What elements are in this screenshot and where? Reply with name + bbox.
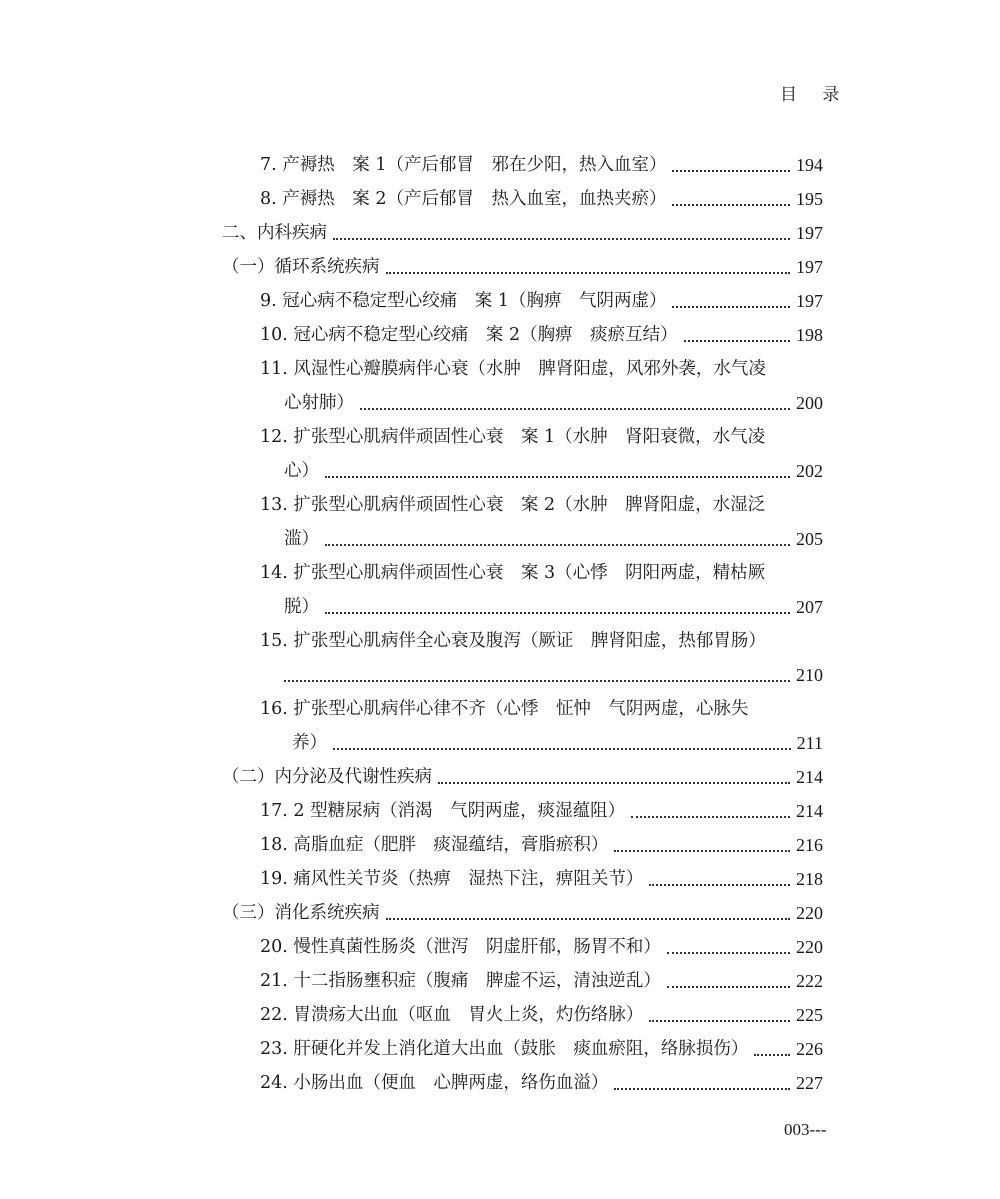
- leader-dots: [649, 1020, 790, 1022]
- toc-entry-continuation[interactable]: [284, 516, 823, 550]
- toc-entry[interactable]: [260, 958, 823, 992]
- page-number: 003---: [784, 1120, 827, 1139]
- toc-entry-continuation[interactable]: [292, 720, 823, 754]
- toc-entry-continuation[interactable]: [284, 448, 823, 482]
- toc-entry-page: 227: [796, 1073, 823, 1093]
- toc-entry-text: 24. 小肠出血（便血 心脾两虚，络伤血溢）: [260, 1073, 609, 1093]
- toc-entry-text: 养）: [292, 733, 327, 753]
- toc-entry-text: （二）内分泌及代谢性疾病: [222, 767, 432, 787]
- toc-entry-text: 10. 冠心病不稳定型心绞痛 案 2（胸痹 痰瘀互结）: [260, 325, 678, 345]
- toc-entry-text: 23. 肝硬化并发上消化道大出血（鼓胀 痰血瘀阻，络脉损伤）: [260, 1039, 749, 1059]
- toc-entry-page: 207: [796, 597, 823, 617]
- toc-entry[interactable]: [260, 992, 823, 1026]
- leader-dots: [672, 306, 790, 308]
- toc-entry-page: 205: [796, 529, 823, 549]
- toc-part-heading[interactable]: [222, 210, 823, 244]
- leader-dots: [672, 170, 790, 172]
- toc-section-heading[interactable]: [222, 890, 823, 924]
- toc-entry-text: 20. 慢性真菌性肠炎（泄泻 阴虚肝郁，肠胃不和）: [260, 937, 661, 957]
- toc-entry[interactable]: [260, 1060, 823, 1094]
- leader-dots: [325, 544, 790, 546]
- toc-entry-first-line[interactable]: 16. 扩张型心肌病伴心律不齐（心悸 怔忡 气阴两虚，心脉失: [260, 699, 749, 719]
- toc-section-heading[interactable]: [222, 244, 823, 278]
- toc-entry-page: 211: [796, 733, 823, 753]
- leader-dots: [386, 918, 791, 920]
- toc-entry[interactable]: [260, 312, 823, 346]
- toc-entry-page: 214: [796, 767, 823, 787]
- leader-dots: [360, 408, 790, 410]
- toc-entry-continuation[interactable]: [284, 652, 823, 686]
- toc-entry-first-line[interactable]: 15. 扩张型心肌病伴全心衰及腹泻（厥证 脾肾阳虚，热郁胃肠）: [260, 631, 766, 651]
- leader-dots: [684, 340, 790, 342]
- toc-entry-text: 8. 产褥热 案 2（产后郁冒 热入血室，血热夹瘀）: [260, 189, 667, 209]
- toc-entry-page: 194: [796, 155, 823, 175]
- toc-entry-text: 21. 十二指肠壅积症（腹痛 脾虚不运，清浊逆乱）: [260, 971, 661, 991]
- toc-entry-page: 226: [796, 1039, 823, 1059]
- leader-dots: [754, 1054, 790, 1056]
- leader-dots: [325, 476, 790, 478]
- toc-entry-continuation[interactable]: [284, 380, 823, 414]
- toc-entry-text: 9. 冠心病不稳定型心绞痛 案 1（胸痹 气阴两虚）: [260, 291, 667, 311]
- toc-entry[interactable]: [260, 278, 823, 312]
- leader-dots: [614, 1088, 790, 1090]
- toc-entry-page: 195: [796, 189, 823, 209]
- toc-entry-text: 22. 胃溃疡大出血（呕血 胃火上炎，灼伤络脉）: [260, 1005, 644, 1025]
- toc-entry-text: 18. 高脂血症（肥胖 痰湿蕴结，膏脂瘀积）: [260, 835, 609, 855]
- running-head: 目 录: [780, 85, 850, 105]
- leader-dots: [386, 272, 791, 274]
- toc-entry-continuation[interactable]: [284, 584, 823, 618]
- leader-dots: [333, 238, 790, 240]
- leader-dots: [649, 884, 790, 886]
- toc-entry-text: （一）循环系统疾病: [222, 257, 380, 277]
- toc-entry-page: 220: [796, 903, 823, 923]
- leader-dots: [438, 782, 790, 784]
- toc-entry-page: 197: [796, 257, 823, 277]
- toc-entry-first-line[interactable]: 12. 扩张型心肌病伴顽固性心衰 案 1（水肿 肾阳衰微，水气凌: [260, 427, 766, 447]
- leader-dots: [672, 204, 790, 206]
- toc-entry-page: 198: [796, 325, 823, 345]
- toc-entry-page: 216: [796, 835, 823, 855]
- toc-entry-page: 225: [796, 1005, 823, 1025]
- leader-dots: [667, 986, 790, 988]
- leader-dots: [614, 850, 790, 852]
- toc-entry-page: 214: [796, 801, 823, 821]
- toc-entry[interactable]: [260, 924, 823, 958]
- leader-dots: [667, 952, 790, 954]
- toc-entry-first-line[interactable]: 14. 扩张型心肌病伴顽固性心衰 案 3（心悸 阴阳两虚，精枯厥: [260, 563, 766, 583]
- toc-entry[interactable]: [260, 856, 823, 890]
- toc-entry-page: 218: [796, 869, 823, 889]
- toc-entry-first-line[interactable]: 11. 风湿性心瓣膜病伴心衰（水肿 脾肾阳虚，风邪外袭，水气凌: [260, 359, 766, 379]
- toc-entry-page: 200: [796, 393, 823, 413]
- leader-dots: [325, 612, 790, 614]
- toc-entry-page: 210: [796, 665, 823, 685]
- toc-entry[interactable]: [260, 1026, 823, 1060]
- toc-entry[interactable]: [260, 788, 823, 822]
- toc-entry-text: 17. 2 型糖尿病（消渴 气阴两虚，痰湿蕴阻）: [260, 801, 626, 821]
- toc-section-heading[interactable]: [222, 754, 823, 788]
- toc-entry-page: 197: [796, 223, 823, 243]
- toc-entry-page: 202: [796, 461, 823, 481]
- toc-entry-text: 滥）: [284, 529, 319, 549]
- toc-entry-text: 7. 产褥热 案 1（产后郁冒 邪在少阳，热入血室）: [260, 155, 667, 175]
- toc-entry-page: 197: [796, 291, 823, 311]
- toc-entry[interactable]: [260, 142, 823, 176]
- toc-entry[interactable]: [260, 822, 823, 856]
- toc-entry-page: 220: [796, 937, 823, 957]
- leader-dots: [631, 816, 790, 818]
- leader-dots: [284, 680, 790, 682]
- toc-entry-text: 19. 痛风性关节炎（热痹 湿热下注，痹阻关节）: [260, 869, 644, 889]
- leader-dots: [333, 748, 791, 750]
- toc-entry[interactable]: [260, 176, 823, 210]
- toc-entry-text: （三）消化系统疾病: [222, 903, 380, 923]
- toc-entry-page: 222: [796, 971, 823, 991]
- toc-entry-text: 心射肺）: [284, 393, 354, 413]
- toc-entry-text: 脱）: [284, 597, 319, 617]
- toc-entry-first-line[interactable]: 13. 扩张型心肌病伴顽固性心衰 案 2（水肿 脾肾阳虚，水湿泛: [260, 495, 766, 515]
- toc-entry-text: 心）: [284, 461, 319, 481]
- toc-entry-text: 二、内科疾病: [222, 223, 327, 243]
